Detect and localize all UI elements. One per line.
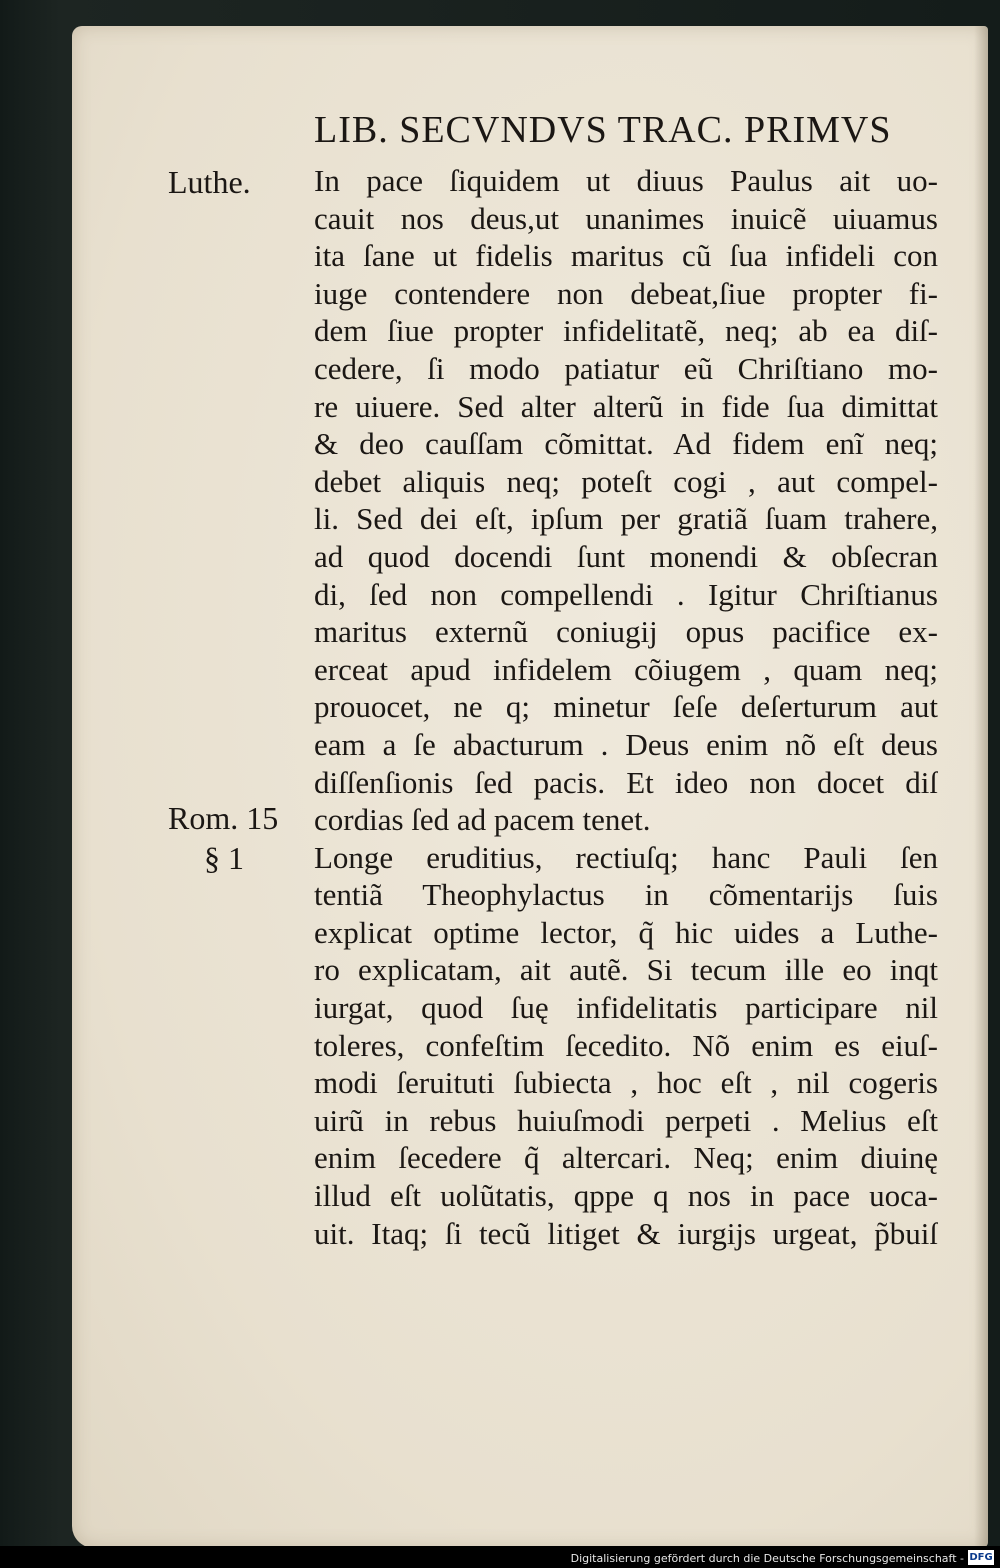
text-line: & deo cauſſam cõmittat. Ad fidem enĩ neq; <box>314 426 938 462</box>
dfg-credit: Digitalisierung gefördert durch die Deutsche Forschungsgemeinschaft - <box>570 1552 964 1565</box>
text-line: debet aliquis neq; poteſt cogi , aut compel- <box>314 463 938 499</box>
dfg-logo: DFG <box>969 1552 993 1563</box>
margin-note-luthe: Luthe. <box>168 164 251 200</box>
text-line: Longe eruditius, rectiuſq; hanc Pauli ſen <box>314 839 938 875</box>
text-line: In pace ſiquidem ut diuus Paulus ait uo- <box>314 163 938 198</box>
text-line: maritus externũ coniugĳ opus pacifice ex- <box>314 614 938 650</box>
margin-note-section: § 1 <box>204 840 244 876</box>
text-line: uit. Itaq; ſi tecũ litiget & iurgĳs urgeat, p̃buiſ <box>314 1215 938 1251</box>
text-line: ad quod docendi ſunt monendi & obſecran <box>314 538 938 574</box>
text-line: enim ſecedere q̃ altercari. Neq; enim diuinę <box>314 1140 938 1176</box>
text-line: re uiuere. Sed alter alterũ in fide ſua dimittat <box>314 388 938 424</box>
text-line: prouocet, ne q; minetur ſeſe deſerturum aut <box>314 689 938 725</box>
text-line: modi ſeruituti ſubiecta , hoc eſt , nil cogeris <box>314 1065 938 1101</box>
text-line: erceat apud infidelem cõiugem , quam neq; <box>314 651 938 687</box>
footer-bar <box>0 1546 1000 1568</box>
text-line: iuge contendere non debeat,ſiue propter fi- <box>314 275 938 311</box>
text-line: cordias ſed ad pacem tenet. <box>314 802 651 838</box>
text-line: cauit nos deus,ut unanimes inuicẽ uiuamus <box>314 200 938 236</box>
text-line: explicat optime lector, q̃ hic uides a Luthe- <box>314 914 938 950</box>
text-line: eam a ſe abacturum . Deus enim nõ eſt deus <box>314 726 938 762</box>
text-line: ro explicatam, ait autẽ. Si tecum ille eo inqt <box>314 952 938 988</box>
text-line: tentiã Theophylactus in cõmentarĳs ſuis <box>314 877 938 913</box>
text-line: uirũ in rebus huiuſmodi perpeti . Melius eſt <box>314 1102 938 1138</box>
margin-note-rom: Rom. 15 <box>168 800 279 836</box>
text-line: illud eſt uolũtatis, qppe q nos in pace uoca- <box>314 1178 938 1214</box>
text-line: diſſenſionis ſed pacis. Et ideo non docet diſ <box>314 764 938 800</box>
text-line: toleres, confeſtim ſecedito. Nõ enim es eiuſ- <box>314 1027 938 1063</box>
text-line: li. Sed dei eſt, ipſum per gratiã ſuam trahere, <box>314 501 938 537</box>
body-text <box>314 162 938 1252</box>
text-line: cedere, ſi modo patiatur eũ Chriſtiano mo- <box>314 350 938 386</box>
text-line: iurgat, quod ſuę infidelitatis participare nil <box>314 990 938 1026</box>
running-head: LIB. SECVNDVS TRAC. PRIMVS <box>314 109 892 151</box>
text-line: ita ſane ut fidelis maritus cũ ſua infideli con <box>314 238 938 274</box>
page-edge-shadow <box>974 26 988 1548</box>
text-line: dem ſiue propter infidelitatẽ, neq; ab ea diſ- <box>314 313 938 349</box>
text-line: di, ſed non compellendi . Igitur Chriſtianus <box>314 576 938 612</box>
